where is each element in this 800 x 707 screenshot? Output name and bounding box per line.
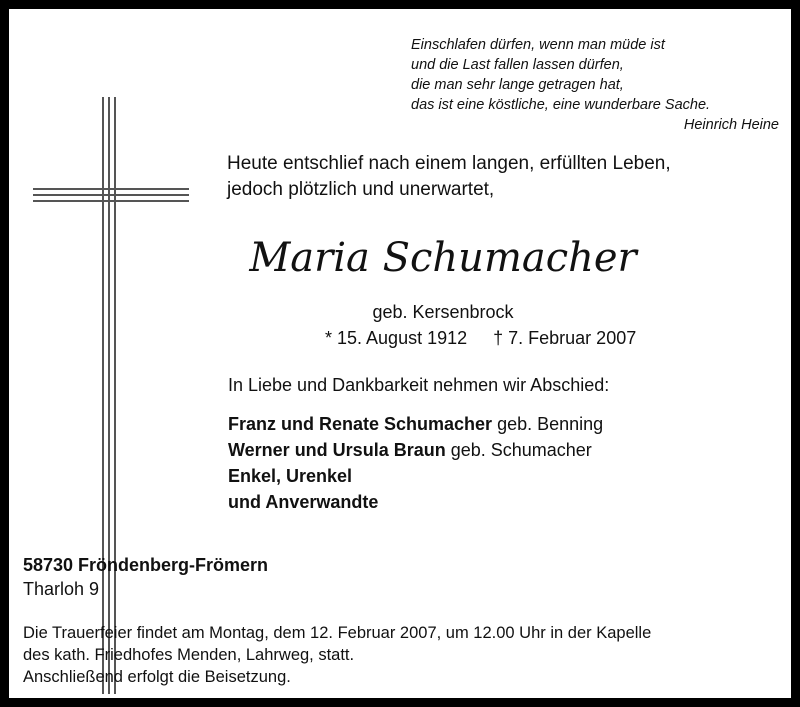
address-street: Tharloh 9 <box>23 579 100 599</box>
mourner-note: geb. Schumacher <box>445 440 592 460</box>
quote-line: das ist eine köstliche, eine wunderbare Sache. <box>411 97 711 113</box>
quote-block <box>411 35 779 135</box>
funeral-line: des kath. Friedhofes Menden, Lahrweg, statt. <box>23 646 355 664</box>
mourner-line <box>228 437 603 463</box>
quote-line: und die Last fallen lassen dürfen, <box>411 57 624 73</box>
address-city: 58730 Fröndenberg-Frömern <box>23 555 269 575</box>
mourner-name: Werner und Ursula Braun <box>228 440 446 460</box>
farewell-text: In Liebe und Dankbarkeit nehmen wir Abschied: <box>228 375 610 395</box>
mourner-line <box>228 463 603 489</box>
intro-text <box>227 151 671 203</box>
address-block <box>23 553 268 601</box>
maiden-name: geb. Kersenbrock <box>372 302 514 322</box>
mourner-line <box>228 489 603 515</box>
intro-line-1: Heute entschlief nach einem langen, erfüllten Leben, <box>227 153 671 174</box>
life-dates <box>325 328 662 349</box>
intro-line-2: jedoch plötzlich und unerwartet, <box>227 179 495 200</box>
mourner-name: und Anverwandte <box>228 492 379 512</box>
mourner-note: geb. Benning <box>492 414 604 434</box>
mourner-name: Enkel, Urenkel <box>228 466 353 486</box>
quote-author: Heinrich Heine <box>683 117 779 133</box>
birth-date: * 15. August 1912 <box>325 328 468 348</box>
deceased-name: Maria Schumacher <box>249 235 637 281</box>
quote-line: Einschlafen dürfen, wenn man müde ist <box>411 37 665 53</box>
cross-icon <box>29 89 199 699</box>
funeral-line: Anschließend erfolgt die Beisetzung. <box>23 668 291 686</box>
quote-line: die man sehr lange getragen hat, <box>411 77 624 93</box>
mourner-line <box>228 411 603 437</box>
funeral-info <box>23 622 651 688</box>
death-date: † 7. Februar 2007 <box>493 328 637 348</box>
mourners-list <box>228 411 603 515</box>
mourner-name: Franz und Renate Schumacher <box>228 414 493 434</box>
funeral-line: Die Trauerfeier findet am Montag, dem 12. Februar 2007, um 12.00 Uhr in der Kapelle <box>23 624 652 642</box>
